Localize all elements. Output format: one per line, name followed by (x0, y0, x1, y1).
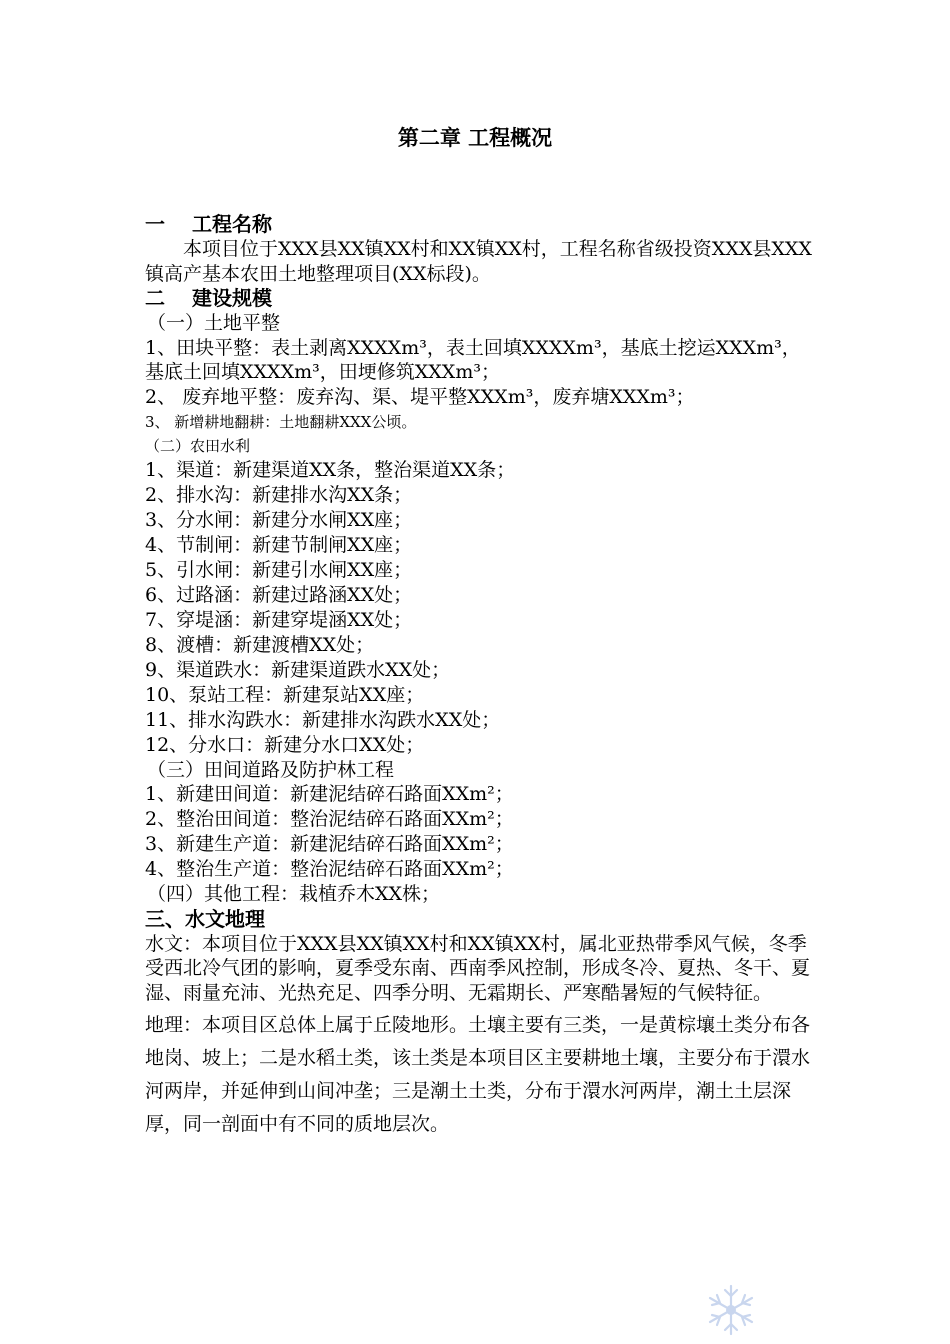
list-item: 4、节制闸：新建节制闸XX座； (145, 533, 413, 556)
section-1-paragraph: 本项目位于XXX县XX镇XX村和XX镇XX村，工程名称省级投资XXX县XXX镇高产基本农田土地整理项目(XX标段)。 (145, 238, 812, 285)
group-2-title: （二）农田水利 (145, 436, 251, 455)
list-item: 9、渠道跌水：新建渠道跌水XX处； (145, 658, 451, 681)
list-item: 12、分水口：新建分水口XX处； (145, 733, 425, 756)
snowflake-logo-icon (700, 1280, 762, 1340)
list-item: 8、渡槽：新建渡槽XX处； (145, 633, 375, 656)
geography-paragraph: 地理：本项目区总体上属于丘陵地形。土壤主要有三类，一是黄棕壤土类分布各地岗、坡上；二是水稻土类，该土类是本项目区主要耕地土壤，主要分布于澴水河两岸，并延伸到山间冲垄；三是潮土土类，分布于澴水河两岸，潮土土层深厚，同一剖面中有不同的质地层次。 (145, 1014, 811, 1135)
list-item: 3、新建生产道：新建泥结碎石路面XXm²； (145, 833, 514, 855)
group-1-item: 2、 废弃地平整：废弃沟、渠、堤平整XXXm³，废弃塘XXXm³； (145, 385, 695, 408)
document-body (145, 212, 813, 1141)
list-item: 5、引水闸：新建引水闸XX座； (145, 558, 413, 581)
group-1-item: 3、 新增耕地翻耕：土地翻耕XXX公顷。 (145, 412, 417, 431)
group-4-line: （四）其他工程：栽植乔木XX株； (147, 883, 441, 905)
section-3-heading: 三、水文地理 (145, 906, 265, 931)
group-1-title: （一）土地平整 (147, 312, 281, 334)
group-3-title: （三）田间道路及防护林工程 (147, 758, 395, 781)
list-item: 2、排水沟：新建排水沟XX条； (145, 483, 413, 506)
list-item: 2、整治田间道：整治泥结碎石路面XXm²； (145, 808, 514, 830)
group-3-list (145, 782, 813, 882)
hydrology-paragraph: 水文：本项目位于XXX县XX镇XX村和XX镇XX村，属北亚热带季风气候，冬季受西北冷气团的影响，夏季受东南、西南季风控制，形成冬冷、夏热、冬干、夏湿、雨量充沛、光热充足、四季分明、无霜期长、严寒酷暑短的气候特征。 (145, 932, 811, 1004)
list-item: 4、整治生产道：整治泥结碎石路面XXm²； (145, 858, 514, 880)
group-1-item: 1、田块平整：表土剥离XXXXm³，表土回填XXXXm³，基底土挖运XXXm³，基底土回填XXXXm³，田埂修筑XXXm³； (145, 336, 801, 383)
list-item: 1、新建田间道：新建泥结碎石路面XXm²； (145, 783, 514, 805)
list-item: 3、分水闸：新建分水闸XX座； (145, 508, 413, 531)
page-title: 第二章 工程概况 (397, 126, 553, 150)
list-item: 11、排水沟跌水：新建排水沟跌水XX处； (145, 708, 501, 731)
group-2-list (145, 458, 813, 758)
section-2-heading: 二 建设规模 (145, 286, 272, 310)
list-item: 6、过路涵：新建过路涵XX处； (145, 583, 413, 606)
list-item: 10、泵站工程：新建泵站XX座； (145, 683, 425, 706)
section-1-heading: 一 工程名称 (145, 212, 272, 236)
list-item: 7、穿堤涵：新建穿堤涵XX处； (145, 608, 413, 631)
list-item: 1、渠道：新建渠道XX条，整治渠道XX条； (145, 458, 516, 481)
